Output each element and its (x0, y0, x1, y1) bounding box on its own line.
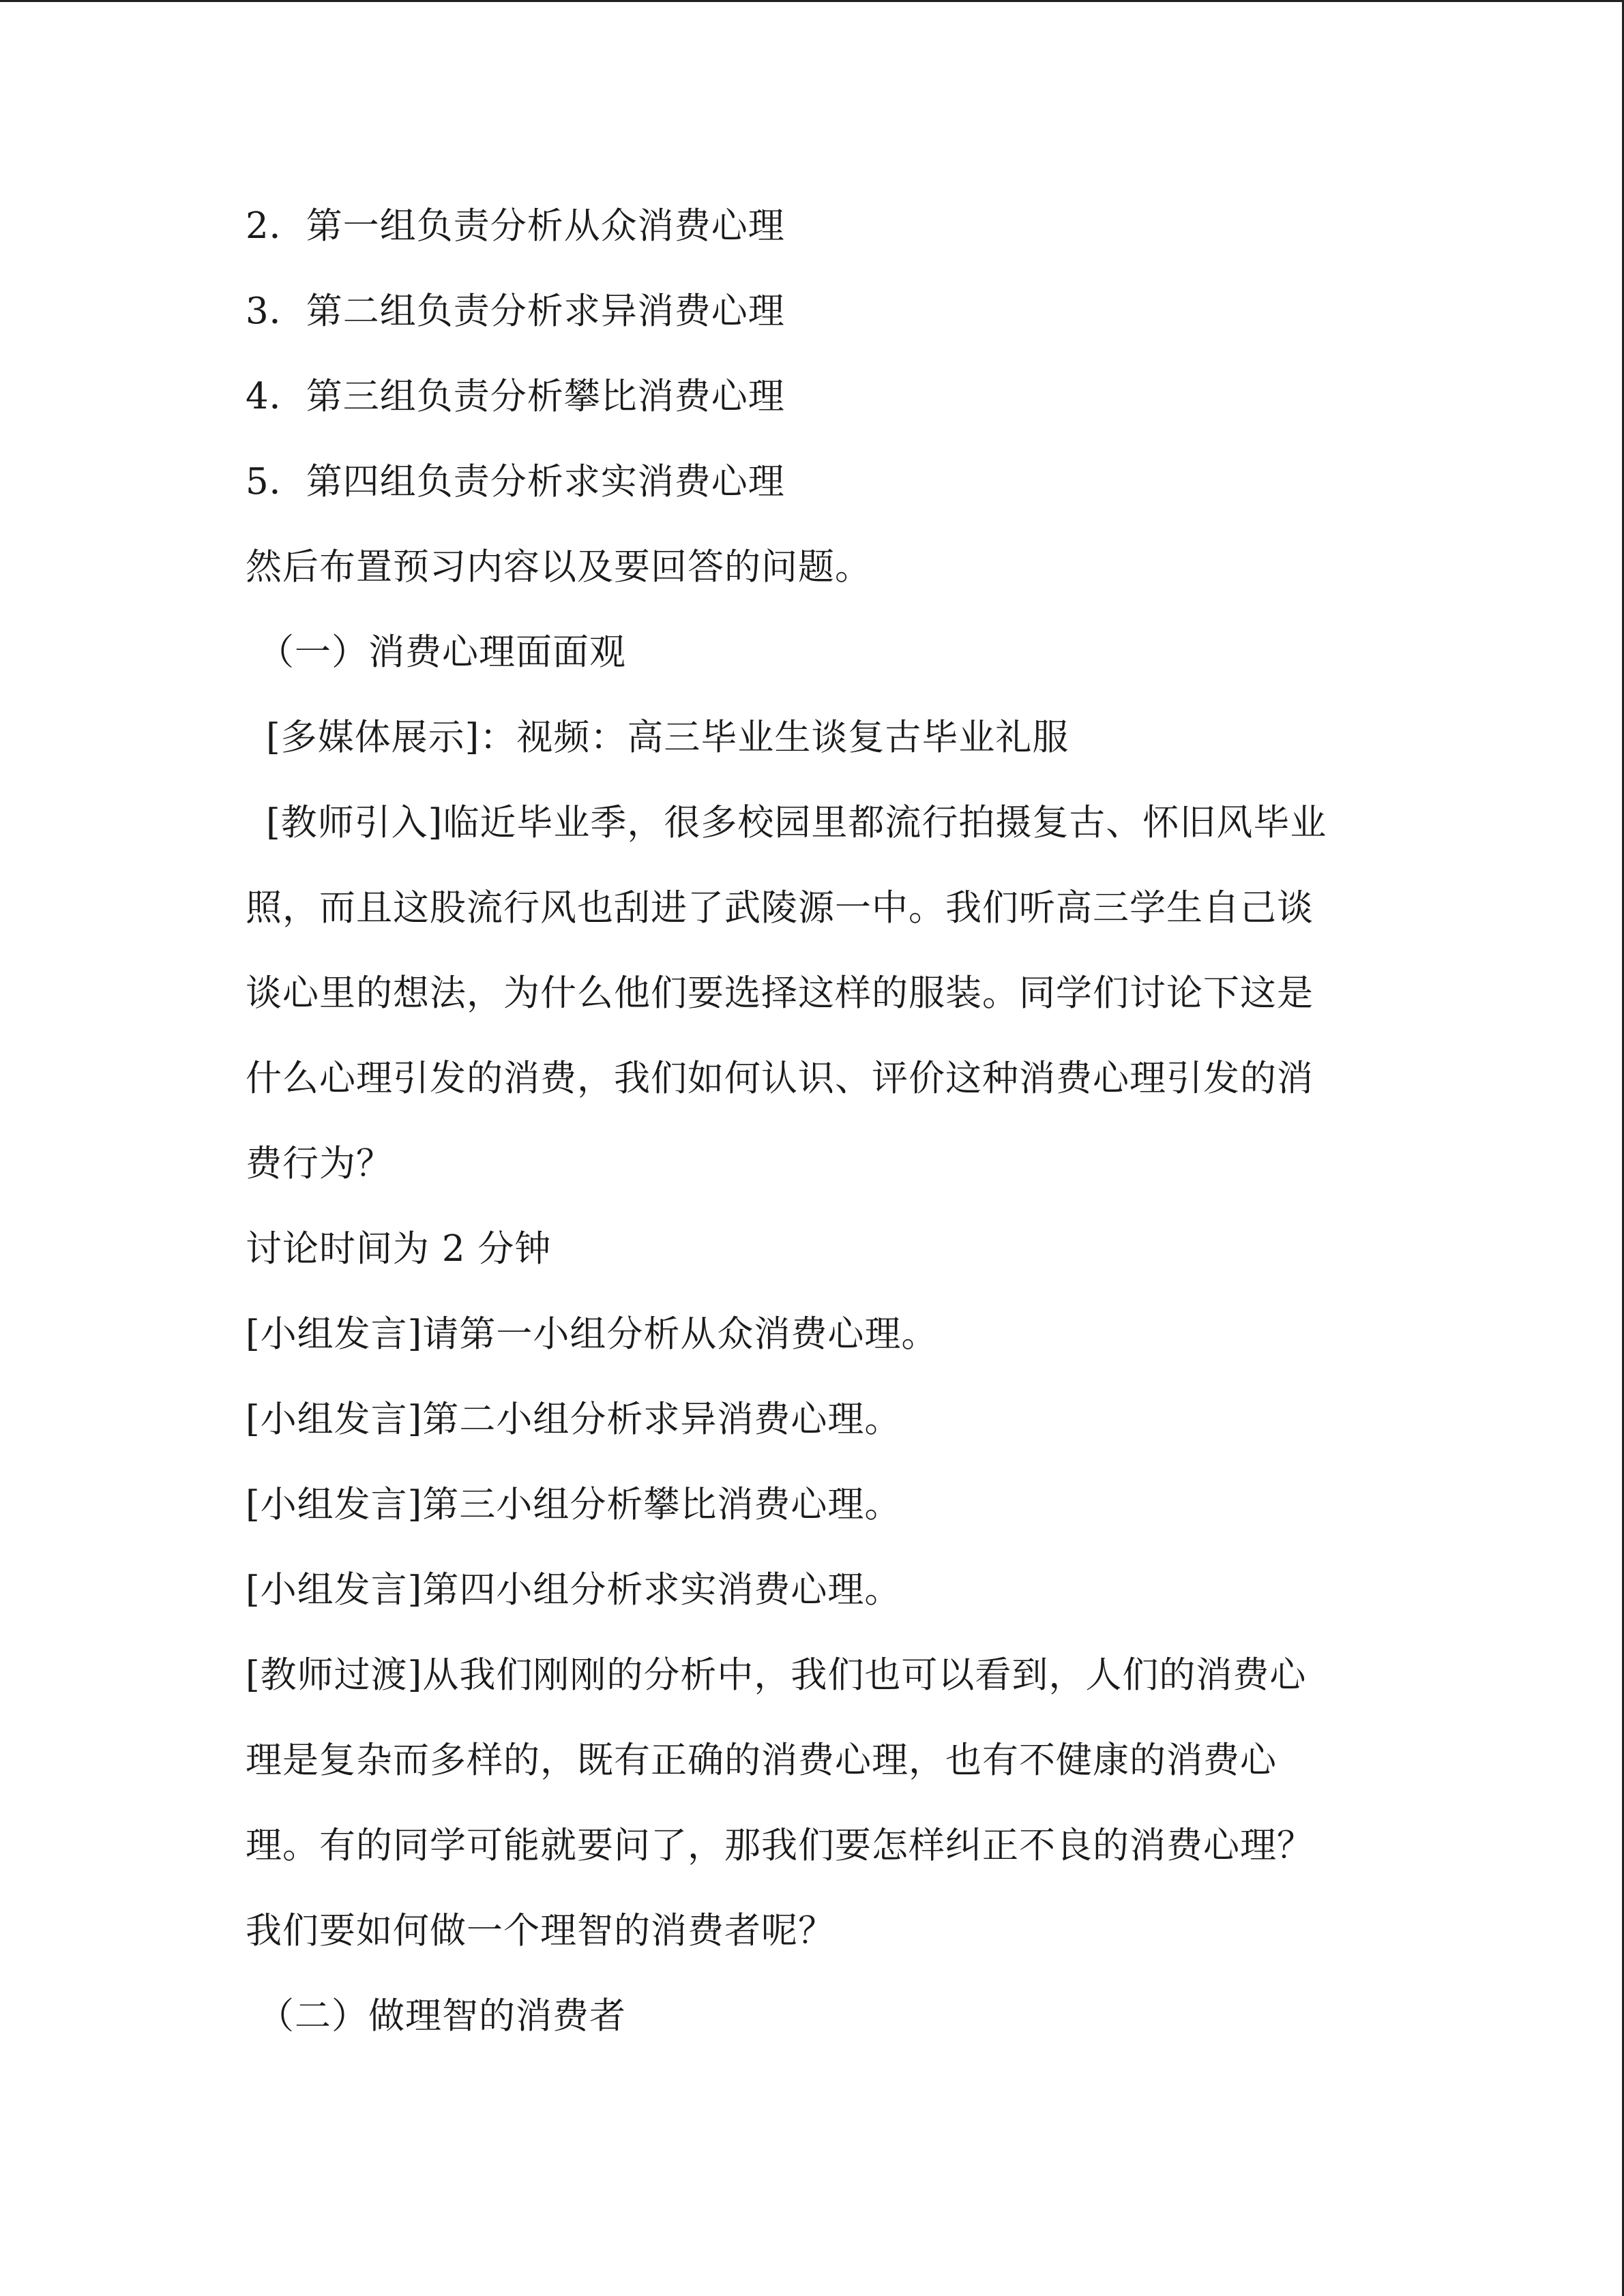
text-line-2: 3．第二组负责分析求异消费心理 (246, 290, 785, 332)
text-line-17: [小组发言]第四小组分析求实消费心理。 (246, 1569, 902, 1611)
text-line-21: 我们要如何做一个理智的消费者呢？ (246, 1910, 835, 1952)
text-line-18: [教师过渡]从我们刚刚的分析中，我们也可以看到，人们的消费心 (246, 1654, 1307, 1696)
text-line-12: 费行为？ (246, 1143, 393, 1184)
text-line-5: 然后布置预习内容以及要回答的问题。 (246, 546, 872, 588)
text-line-16: [小组发言]第三小组分析攀比消费心理。 (246, 1484, 902, 1525)
text-line-1: 2．第一组负责分析从众消费心理 (246, 205, 785, 247)
text-line-9: 照，而且这股流行风也刮进了武陵源一中。我们听高三学生自己谈 (246, 887, 1314, 929)
section-heading-2: （二）做理智的消费者 (258, 1995, 626, 2037)
page-border-top (0, 0, 1624, 2)
text-line-3: 4．第三组负责分析攀比消费心理 (246, 376, 785, 417)
text-line-19: 理是复杂而多样的，既有正确的消费心理，也有不健康的消费心 (246, 1740, 1277, 1781)
text-line-7: [多媒体展示]：视频：高三毕业生谈复古毕业礼服 (266, 717, 1069, 758)
text-line-20: 理。有的同学可能就要问了，那我们要怎样纠正不良的消费心理？ (246, 1825, 1314, 1866)
text-line-14: [小组发言]请第一小组分析从众消费心理。 (246, 1313, 939, 1355)
text-line-15: [小组发言]第二小组分析求异消费心理。 (246, 1399, 902, 1440)
text-line-10: 谈心里的想法，为什么他们要选择这样的服装。同学们讨论下这是 (246, 972, 1314, 1014)
text-line-13: 讨论时间为 2 分钟 (246, 1228, 552, 1270)
section-heading-1: （一）消费心理面面观 (258, 631, 626, 673)
text-line-11: 什么心理引发的消费，我们如何认识、评价这种消费心理引发的消 (246, 1058, 1314, 1099)
text-line-8: [教师引入]临近毕业季，很多校园里都流行拍摄复古、怀旧风毕业 (266, 802, 1327, 844)
text-line-4: 5．第四组负责分析求实消费心理 (246, 461, 785, 503)
